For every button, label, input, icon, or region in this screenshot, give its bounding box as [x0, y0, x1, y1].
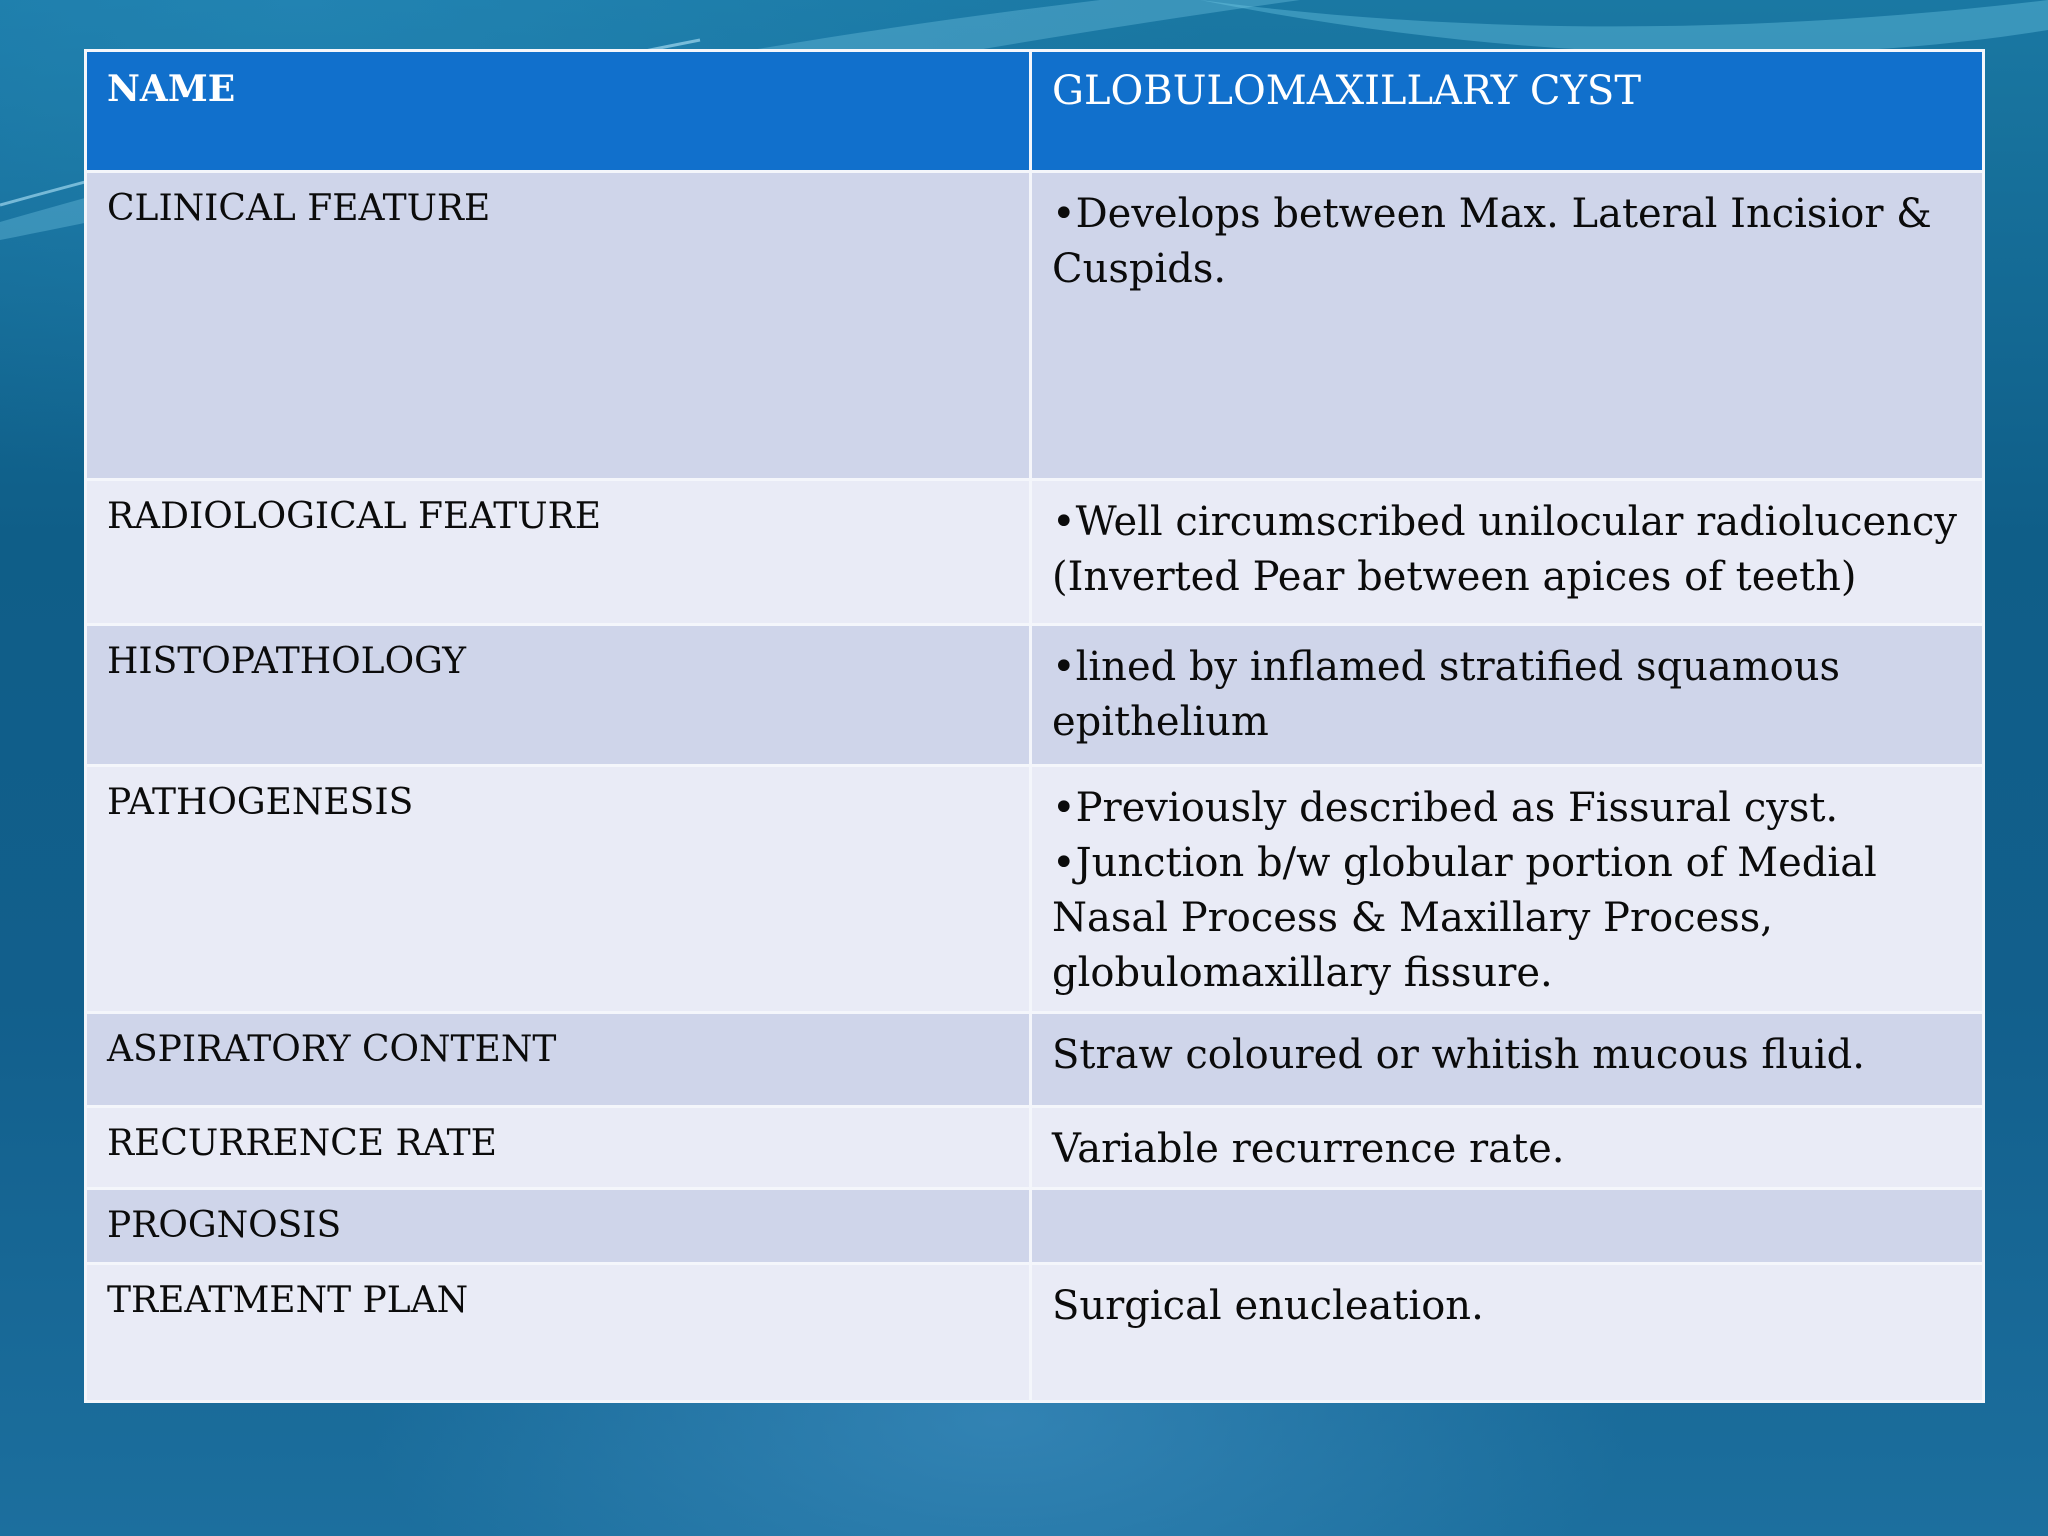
- row-label: HISTOPATHOLOGY: [86, 625, 1031, 766]
- table-row: [86, 766, 1984, 1013]
- table-row: [86, 625, 1984, 766]
- row-value-line: Variable recurrence rate.: [1052, 1126, 1565, 1172]
- row-value-line: •Develops between Max. Lateral Incisior & Cuspids.: [1052, 191, 1932, 292]
- row-value: [1031, 625, 1984, 766]
- header-cyst-name-cell: GLOBULOMAXILLARY CYST: [1031, 51, 1984, 172]
- row-label: RADIOLOGICAL FEATURE: [86, 480, 1031, 625]
- row-label: RECURRENCE RATE: [86, 1107, 1031, 1189]
- row-value: [1031, 172, 1984, 480]
- row-label: TREATMENT PLAN: [86, 1264, 1031, 1402]
- row-value-line: •Junction b/w globular portion of Medial Nasal Process & Maxillary Process, globulomaxillary fissure.: [1052, 840, 1877, 996]
- row-label: PATHOGENESIS: [86, 766, 1031, 1013]
- row-label: PROGNOSIS: [86, 1189, 1031, 1264]
- table-row: [86, 1264, 1984, 1402]
- row-value-line: •Well circumscribed unilocular radiolucency (Inverted Pear between apices of teeth): [1052, 499, 1957, 600]
- row-value-line: •Previously described as Fissural cyst.: [1052, 785, 1839, 831]
- row-value: [1031, 1013, 1984, 1107]
- row-value: [1031, 1189, 1984, 1264]
- row-label: CLINICAL FEATURE: [86, 172, 1031, 480]
- table-row: [86, 480, 1984, 625]
- table-row: [86, 172, 1984, 480]
- header-name-cell: NAME: [86, 51, 1031, 172]
- table-header-row: [86, 51, 1984, 172]
- row-value: [1031, 766, 1984, 1013]
- row-value: [1031, 1264, 1984, 1402]
- table-row: [86, 1189, 1984, 1264]
- row-value-line: Straw coloured or whitish mucous fluid.: [1052, 1032, 1865, 1078]
- row-value: [1031, 480, 1984, 625]
- row-value-line: Surgical enucleation.: [1052, 1283, 1484, 1329]
- table-row: [86, 1013, 1984, 1107]
- row-value-line: •lined by inflamed stratified squamous epithelium: [1052, 644, 1841, 745]
- cyst-table: [84, 49, 1985, 1403]
- row-label: ASPIRATORY CONTENT: [86, 1013, 1031, 1107]
- row-value: [1031, 1107, 1984, 1189]
- table-row: [86, 1107, 1984, 1189]
